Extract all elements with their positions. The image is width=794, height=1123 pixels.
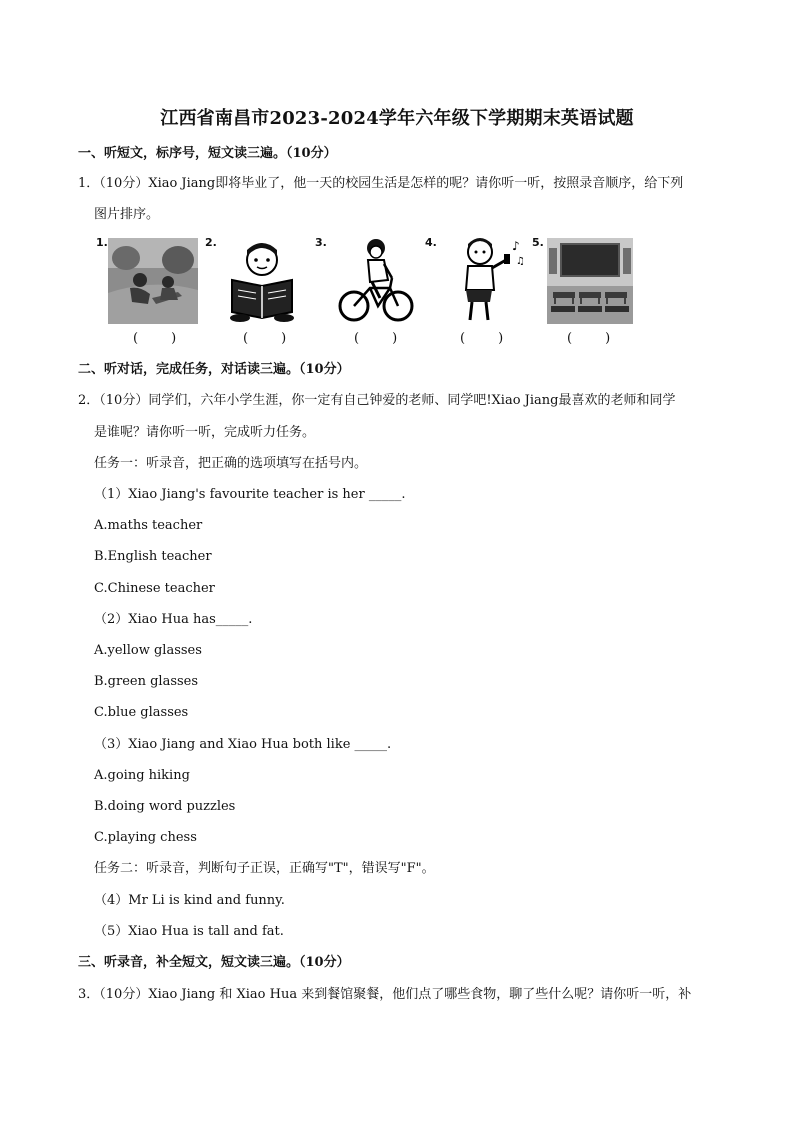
- option-1a[interactable]: A.maths teacher: [94, 518, 203, 533]
- picture-number-5: 5.: [532, 236, 544, 249]
- option-1b[interactable]: B.English teacher: [94, 549, 212, 564]
- boy-singing-picture: [446, 238, 526, 324]
- answer-blank-2[interactable]: ( ): [243, 331, 287, 346]
- classroom-picture: [547, 238, 633, 324]
- option-2c[interactable]: C.blue glasses: [94, 705, 189, 720]
- section-3-heading: 三、听录音，补全短文，短文读三遍。（10分）: [78, 955, 350, 970]
- question-3-text: 3．（10分）Xiao Jiang 和 Xiao Hua 来到餐馆聚餐，他们点了哪些食物，聊了些什么呢？请你听一听，补: [78, 987, 692, 1002]
- answer-blank-4[interactable]: ( ): [460, 331, 504, 346]
- sub-question-5: （5）Xiao Hua is tall and fat.: [94, 924, 284, 939]
- answer-blank-5[interactable]: ( ): [567, 331, 611, 346]
- option-2a[interactable]: A.yellow glasses: [94, 643, 202, 658]
- question-2-text-cont: 是谁呢？请你听一听，完成听力任务。: [94, 425, 316, 440]
- option-1c[interactable]: C.Chinese teacher: [94, 581, 215, 596]
- picture-number-2: 2.: [205, 236, 217, 249]
- page-title: 江西省南昌市2023-2024学年六年级下学期期末英语试题: [160, 108, 634, 129]
- sub-question-1: （1）Xiao Jiang's favourite teacher is her _____.: [94, 487, 406, 502]
- picture-number-1: 1.: [96, 236, 108, 249]
- task-1-instruction: 任务一：听录音，把正确的选项填写在括号内。: [94, 456, 368, 471]
- question-2-text: 2．（10分）同学们，六年小学生涯，你一定有自己钟爱的老师、同学吧!Xiao Jiang最喜欢的老师和同学: [78, 393, 676, 408]
- sub-question-4: （4）Mr Li is kind and funny.: [94, 893, 285, 908]
- question-1-text-cont: 图片排序。: [94, 207, 160, 222]
- boy-riding-bike-picture: [336, 238, 416, 324]
- picture-number-4: 4.: [425, 236, 437, 249]
- answer-blank-3[interactable]: ( ): [354, 331, 398, 346]
- svg-text:♫: ♫: [516, 256, 525, 267]
- sub-question-3: （3）Xiao Jiang and Xiao Hua both like _____.: [94, 737, 392, 752]
- section-2-heading: 二、听对话，完成任务，对话读三遍。（10分）: [78, 362, 350, 377]
- option-2b[interactable]: B.green glasses: [94, 674, 199, 689]
- section-1-heading: 一、听短文，标序号，短文读三遍。（10分）: [78, 146, 337, 161]
- question-1-text: 1．（10分）Xiao Jiang即将毕业了，他一天的校园生活是怎样的呢？请你听一听，按照录音顺序，给下列: [78, 176, 684, 191]
- boy-reading-book-picture: [222, 238, 302, 324]
- picture-number-3: 3.: [315, 236, 327, 249]
- task-2-instruction: 任务二：听录音，判断句子正误，正确写"T"，错误写"F"。: [94, 861, 435, 876]
- sub-question-2: （2）Xiao Hua has_____.: [94, 612, 253, 627]
- option-3a[interactable]: A.going hiking: [94, 768, 190, 783]
- option-3c[interactable]: C.playing chess: [94, 830, 197, 845]
- option-3b[interactable]: B.doing word puzzles: [94, 799, 236, 814]
- svg-text:♪: ♪: [512, 239, 520, 253]
- kids-playing-picture: [108, 238, 198, 324]
- answer-blank-1[interactable]: ( ): [133, 331, 177, 346]
